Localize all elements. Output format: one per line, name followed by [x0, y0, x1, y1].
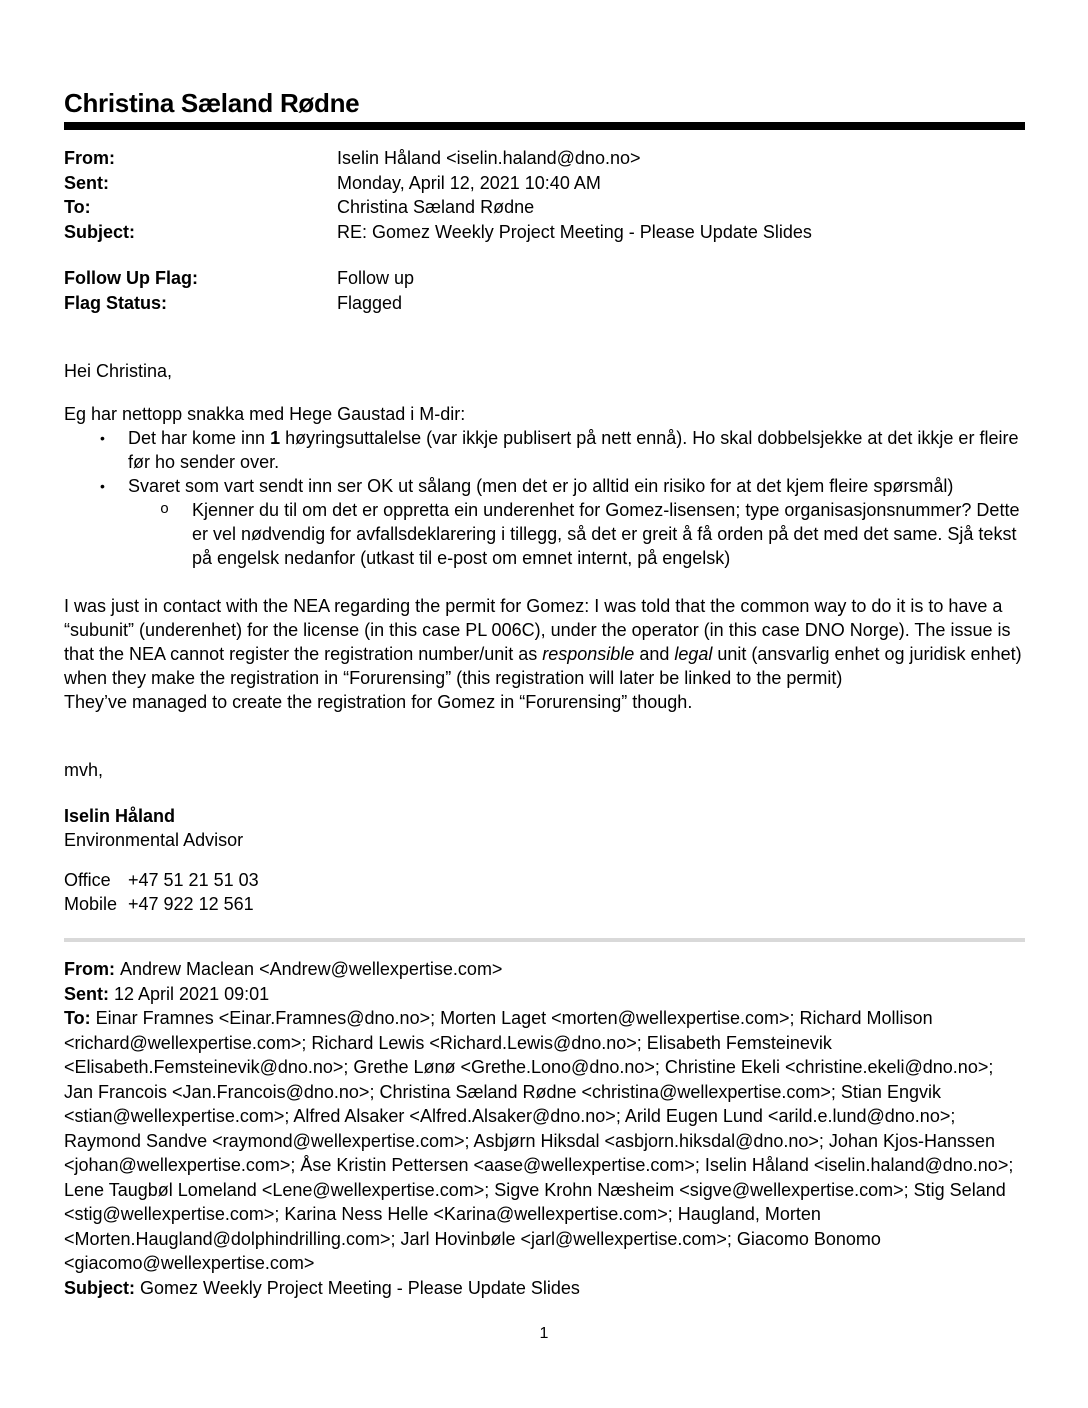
to-label: To:: [64, 197, 91, 217]
header-row-sent: [64, 171, 1025, 196]
sent-label: Sent:: [64, 172, 109, 193]
email2-subject-row: [64, 1276, 1025, 1301]
followup-flag-value: Follow up: [337, 268, 415, 288]
email2-to-row: [64, 1006, 1025, 1276]
english-paragraph-mid: and: [634, 644, 675, 664]
email2-from-label: From:: [64, 959, 115, 979]
list-item: [64, 498, 1025, 570]
email1-header: [64, 146, 1025, 315]
section-divider: [64, 938, 1025, 942]
document-content: [64, 88, 1025, 1300]
email2-sent-label: Sent:: [64, 983, 109, 1004]
italic-legal: legal: [674, 644, 713, 664]
page-number: 1: [539, 1325, 549, 1342]
bullet1-bold-number: 1: [270, 428, 281, 448]
signature-block: [64, 804, 1025, 916]
bullet-icon: •: [100, 478, 105, 494]
header-row-to: [64, 195, 1025, 220]
office-label: Office: [64, 870, 111, 890]
email2-sent-value: 12 April 2021 09:01: [114, 983, 270, 1004]
email1-body: [64, 359, 1025, 782]
office-phone-row: [64, 868, 1025, 892]
signature-name: Iselin Håland: [64, 806, 176, 826]
flag-section: [64, 266, 1025, 315]
bullet1-text: [128, 426, 1025, 474]
signature-phones: [64, 868, 1025, 916]
from-value: Iselin Håland <iselin.haland@dno.no>: [337, 148, 641, 168]
email2-subject-value: Gomez Weekly Project Meeting - Please Update Slides: [140, 1277, 580, 1298]
list-item: [64, 474, 1025, 498]
header-row-followup-flag: [64, 266, 1025, 291]
closing-text: mvh,: [64, 760, 104, 780]
subject-label: Subject:: [64, 221, 136, 242]
to-value: Christina Sæland Rødne: [337, 197, 535, 217]
from-label: From:: [64, 148, 115, 168]
email2-to-label: To:: [64, 1008, 91, 1028]
italic-responsible: responsible: [542, 644, 635, 664]
email2-sent-row: [64, 982, 1025, 1007]
email2-from-row: [64, 957, 1025, 982]
subject-value: RE: Gomez Weekly Project Meeting - Please Update Slides: [337, 221, 812, 242]
mobile-phone-number: +47 922 12 561: [128, 894, 254, 914]
signature-title: Environmental Advisor: [64, 830, 244, 850]
header-row-flag-status: [64, 291, 1025, 316]
flag-status-label: Flag Status:: [64, 292, 168, 313]
english-paragraph-part1: I was just in contact with the NEA regarding the permit for Gomez: I was told that the common way to do it is to have a “subunit” (underenhet) for the license (in this case PL 006C), under the operator (in this case DNO Norge). The issue is that the NEA cannot register the registration number/unit as: [64, 596, 1011, 664]
subbullet-text: Kjenner du til om det er oppretta ein underenhet for Gomez-lisensen; type organisasjonsnummer? Dette er vel nødvendig for avfallsdeklarering i tillegg, så det er greit å få orden på det med det same. Sjå tekst på engelsk nedanfor (utkast til e-post om emnet internt, på engelsk): [192, 500, 1020, 568]
english-paragraph-line2: They’ve managed to create the registration for Gomez in “Forurensing” though.: [64, 692, 693, 712]
english-paragraph: [64, 594, 1025, 690]
mobile-phone-row: [64, 892, 1025, 916]
page-title: Christina Sæland Rødne: [64, 88, 360, 118]
intro-text: Eg har nettopp snakka med Hege Gaustad i M-dir:: [64, 404, 466, 424]
mobile-label: Mobile: [64, 894, 118, 914]
email2-from-value: Andrew Maclean <Andrew@wellexpertise.com>: [120, 959, 503, 979]
header-row-subject: [64, 220, 1025, 245]
email2-recipient-list: Einar Framnes <Einar.Framnes@dno.no>; Morten Laget <morten@wellexpertise.com>; Richard Mollison <richard@wellexpertise.com>; Richard Lewis <Richard.Lewis@dno.no>; Elisabeth Femsteinevik <Elisabeth.Femsteinevik@dno.no>; Grethe Lønø <Grethe.Lono@dno.no>; Christine Ekeli <christine.ekeli@dno.no>; Jan Francois <Jan.Francois@dno.no>; Christina Sæland Rødne <christina@wellexpertise.com>; Stian Engvik <stian@wellexpertise.com>; Alfred Alsaker <Alfred.Alsaker@dno.no>; Arild Eugen Lund <arild.e.lund@dno.no>; Raymond Sandve <raymond@wellexpertise.com>; Asbjørn Hiksdal <asbjorn.hiksdal@dno.no>; Johan Kjos-Hanssen <johan@wellexpertise.com>; Åse Kristin Pettersen <aase@wellexpertise.com>; Iselin Håland <iselin.haland@dno.no>; Lene Taugbøl Lomeland <Lene@wellexpertise.com>; Sigve Krohn Næsheim <sigve@wellexpertise.com>; Stig Seland <stig@wellexpertise.com>; Karina Ness Helle <Karina@wellexpertise.com>; Haugland, Morten <Morten.Haugland@dolphindrilling.com>; Jarl Hovinbøle <jarl@wellexpertise.com>; Giacomo Bonomo <giacomo@wellexpertise.com>: [64, 1008, 1014, 1273]
title-underline-rule: [64, 122, 1025, 130]
greeting-text: Hei Christina,: [64, 361, 173, 381]
bullet1-pre: Det har kome inn: [128, 428, 271, 448]
office-phone-number: +47 51 21 51 03: [128, 870, 259, 890]
email2-subject-label: Subject:: [64, 1277, 136, 1298]
email2-header: [64, 957, 1025, 1300]
flag-status-value: Flagged: [337, 292, 403, 313]
bullet2-text: Svaret som vart sendt inn ser OK ut sålang (men det er jo alltid ein risiko for at det kjem fleire spørsmål): [128, 476, 954, 496]
english-paragraph-part2: unit (ansvarlig enhet og juridisk enhet) when they make the registration in “Forurensing” (this registration will later be linked to the permit): [64, 644, 1022, 688]
circle-bullet-icon: o: [160, 501, 170, 518]
sent-value: Monday, April 12, 2021 10:40 AM: [337, 172, 601, 193]
header-row-from: [64, 146, 1025, 171]
list-item: [64, 426, 1025, 474]
bullet-icon: •: [100, 430, 105, 446]
bullet1-post: høyringsuttalelse (var ikkje publisert på nett ennå). Ho skal dobbelsjekke at det ikkje er fleire før ho sender over.: [128, 428, 1019, 472]
followup-flag-label: Follow Up Flag:: [64, 268, 198, 288]
